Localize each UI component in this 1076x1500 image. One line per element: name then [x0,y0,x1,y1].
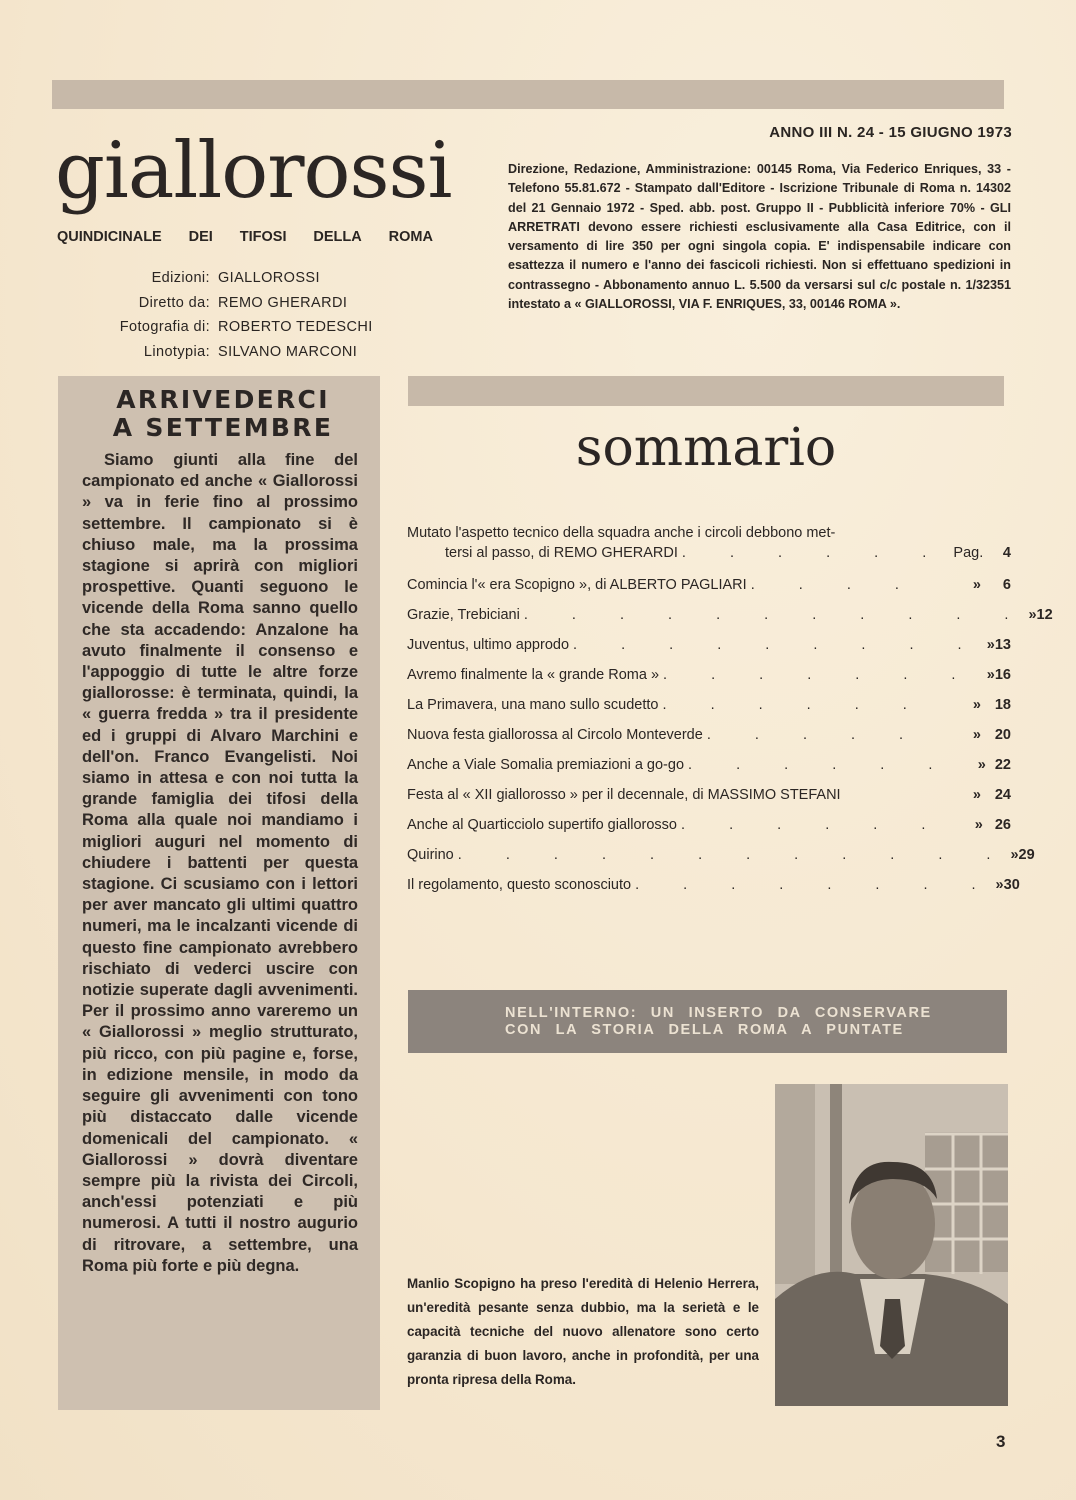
imprint-text: Direzione, Redazione, Amministrazione: 00145 Roma, Via Federico Enriques, 33 - Telefono 55.81.672 - Stampato dall'Editore - Iscrizione Tribunale di Roma n. 14302 del 21 Gennaio 1972 - Sped. abb. post. Gruppo II - Pubblicità inferiore 70% - GLI ARRETRATI devono essere richiesti esclusivamente alla Casa Editrice, con il versamento di lire 350 per ogni singola copia. E' indispensabile indicare con esattezza il numero e l'anno dei fascicoli richiesti. Non si effettuano spedizioni in contrassegno - Abbonamento annuo L. 5.500 da versarsi sul c/c postale n. 1/32351 intestato a « GIALLOROSSI, VIA F. ENRIQUES, 33, 00146 ROMA ». [508,162,1011,312]
toc-page-number: 4 [1002,545,1011,561]
toc-leader-dots: . . . . . . [662,697,927,713]
credit-label: Edizioni: [151,270,210,287]
toc-page-label: Pag. [953,545,984,561]
editorial-title-line: A SETTEMBRE [112,413,334,442]
masthead-tagline [57,229,433,245]
tagline-word: QUINDICINALE [57,229,162,245]
toc-entry-title: Quirino [407,847,454,863]
toc-entry-title: Juventus, ultimo approdo [407,637,570,653]
toc-entry[interactable] [407,632,1011,662]
page-number: 3 [996,1432,1006,1451]
toc-entry-title: La Primavera, una mano sullo scudetto [407,697,659,713]
credit-value: SILVANO MARCONI [218,343,358,360]
credit-row [80,340,400,365]
toc-ditto-mark: » [986,637,995,653]
toc-entry-line: Mutato l'aspetto tecnico della squadra anche i circoli debbono met- [407,525,836,541]
tagline-word: DEI [188,229,213,245]
toc-page-number: 18 [994,697,1011,713]
toc-leader-dots: . . . . . . . [663,667,976,683]
toc-entry-title: Il regolamento, questo sconosciuto [407,877,632,893]
credit-row [80,315,400,340]
masthead-title: giallorossi [55,126,452,216]
toc-title: sommario [575,418,837,478]
toc-entry[interactable] [407,812,1011,842]
toc-entry[interactable] [407,872,1020,902]
toc-leader-dots: . . . . . . . . . . . [523,607,1029,623]
toc-entry-title: Anche a Viale Somalia premiazioni a go-go [407,757,685,773]
toc-leader-dots: . . . . . . [688,757,953,773]
toc-leader-dots: . . . . [750,577,919,593]
editorial-paragraph: Siamo giunti alla fine del campionato ed anche « Giallorossi » va in ferie fino al prossimo settembre. Il campionato si è chiuso male, ma la prossima stagione si aprirà con migliori prospettive. Quanti seguono le vicende della Roma sanno quello che sta accadendo: Anzalone ha avuto finalmente il consenso e l'appoggio di tutte le altre forze giallorosse: è terminata, quindi, la « guerra fredda » tra il presidente ed i gruppi di Alvaro Marchini e dell'on. Franco Evangelisti. Noi siamo in attesa e con noi tutta la grande famiglia dei tifosi della Roma alla quale noi mandiamo i migliori auguri nel momento di chiudere i battenti per questa stagione. Ci scusiamo con i lettori per aver mancato gli ultimi quattro numeri, ma le incalzanti vicende di questo fine campionato avrebbero rischiato di vederci uscire con notizie superate dagli avvenimenti. Per il prossimo anno vareremo un « Giallorossi » meglio strutturato, più ricco, con più pagine e, forse, in edizione mensile, in modo da seguire gli avvenimenti con tono più distaccato dalle vicende domenicali del campionato. « Giallorossi » dovrà diventare sempre più la rivista dei Circoli, anch'essi potenziati e più numerosi. A tutti il nostro augurio di ritrovare, a settembre, una Roma più forte e più degna. [82,451,358,1275]
tagline-word: DELLA [313,229,362,245]
toc-leader-dots: . . . . . . [681,545,947,561]
editorial-body [82,450,358,1277]
toc-entry[interactable] [407,722,1011,752]
credit-value: REMO GHERARDI [218,294,348,311]
toc-leader-dots: . . . . . [706,727,924,743]
toc-leader-dots: . . . . . . . . . [573,637,982,653]
editorial-box [58,376,380,1410]
toc-ditto-mark: » [972,787,981,803]
insert-banner [408,990,1007,1053]
toc-page-number: 6 [1002,577,1011,593]
toc-entry[interactable] [407,520,1011,572]
toc-entry-title: Avremo finalmente la « grande Roma » [407,667,660,683]
toc-rule-bar [408,376,1004,406]
toc-entry-title: Comincia l'« era Scopigno », di ALBERTO PAGLIARI [407,577,747,593]
toc-entry-title: Nuova festa giallorossa al Circolo Monteverde [407,727,703,743]
credit-row [80,291,400,316]
toc-page-number: 12 [1036,607,1053,623]
credit-value: GIALLOROSSI [218,270,320,287]
credit-value: ROBERTO TEDESCHI [218,319,373,336]
toc-page-number: 26 [994,817,1011,833]
credit-label: Fotografia di: [119,319,210,336]
toc-ditto-mark: » [977,757,986,773]
banner-line: NELL'INTERNO: UN INSERTO DA CONSERVARE [505,1004,932,1021]
toc-page-number: 20 [994,727,1011,743]
toc-leader-dots: . . . . . . . . . . . . [457,847,1011,863]
toc-entry-title [407,520,946,563]
toc-entry-line: tersi al passo, di REMO GHERARDI [445,545,678,561]
toc-page-number: 16 [994,667,1011,683]
table-of-contents [407,520,1053,902]
toc-page-number: 30 [1003,877,1020,893]
toc-page-number: 29 [1018,847,1035,863]
toc-entry[interactable] [407,662,1011,692]
toc-ditto-mark: » [1028,607,1037,623]
toc-entry[interactable] [407,842,1035,872]
toc-page-number: 22 [994,757,1011,773]
credit-row [80,266,400,291]
toc-entry[interactable] [407,782,1011,812]
editorial-title [78,386,368,442]
portrait-photo [775,1084,1008,1406]
top-rule-bar [52,80,1004,109]
portrait-illustration [775,1084,1008,1406]
photo-caption: Manlio Scopigno ha preso l'eredità di Helenio Herrera, un'eredità pesante senza dubbio, ma la serietà e le capacità tecniche del nuovo allenatore sono certo garanzia di buon lavoro, anche in profondità, per una pronta ripresa della Roma. [407,1276,759,1387]
toc-leader-dots: . . . . . . [681,817,946,833]
toc-entry[interactable] [407,752,1011,782]
toc-ditto-mark: » [995,877,1004,893]
toc-ditto-mark: » [986,667,995,683]
toc-entry[interactable] [407,602,1053,632]
toc-ditto-mark: » [1010,847,1019,863]
tagline-word: ROMA [388,229,433,245]
toc-ditto-mark: » [974,817,983,833]
credit-label: Linotypia: [143,343,210,360]
toc-entry[interactable] [407,692,1011,722]
toc-entry[interactable] [407,572,1011,602]
toc-ditto-mark: » [972,727,981,743]
issue-line: ANNO III N. 24 - 15 GIUGNO 1973 [769,124,1012,141]
credits [80,266,400,364]
toc-ditto-mark: » [972,577,981,593]
toc-page-number: 24 [994,787,1011,803]
toc-leader-dots: . . . . . . . . [635,877,996,893]
tagline-word: TIFOSI [239,229,287,245]
banner-line: CON LA STORIA DELLA ROMA A PUNTATE [505,1021,904,1038]
toc-entry-title: Grazie, Trebiciani [407,607,520,623]
editorial-title-line: ARRIVEDERCI [116,385,330,414]
credit-label: Diretto da: [138,294,210,311]
toc-ditto-mark: » [972,697,981,713]
toc-page-number: 13 [994,637,1011,653]
toc-entry-title: Anche al Quarticciolo supertifo giallorosso [407,817,677,833]
toc-entry-title: Festa al « XII giallorosso » per il decennale, di MASSIMO STEFANI [407,787,841,803]
